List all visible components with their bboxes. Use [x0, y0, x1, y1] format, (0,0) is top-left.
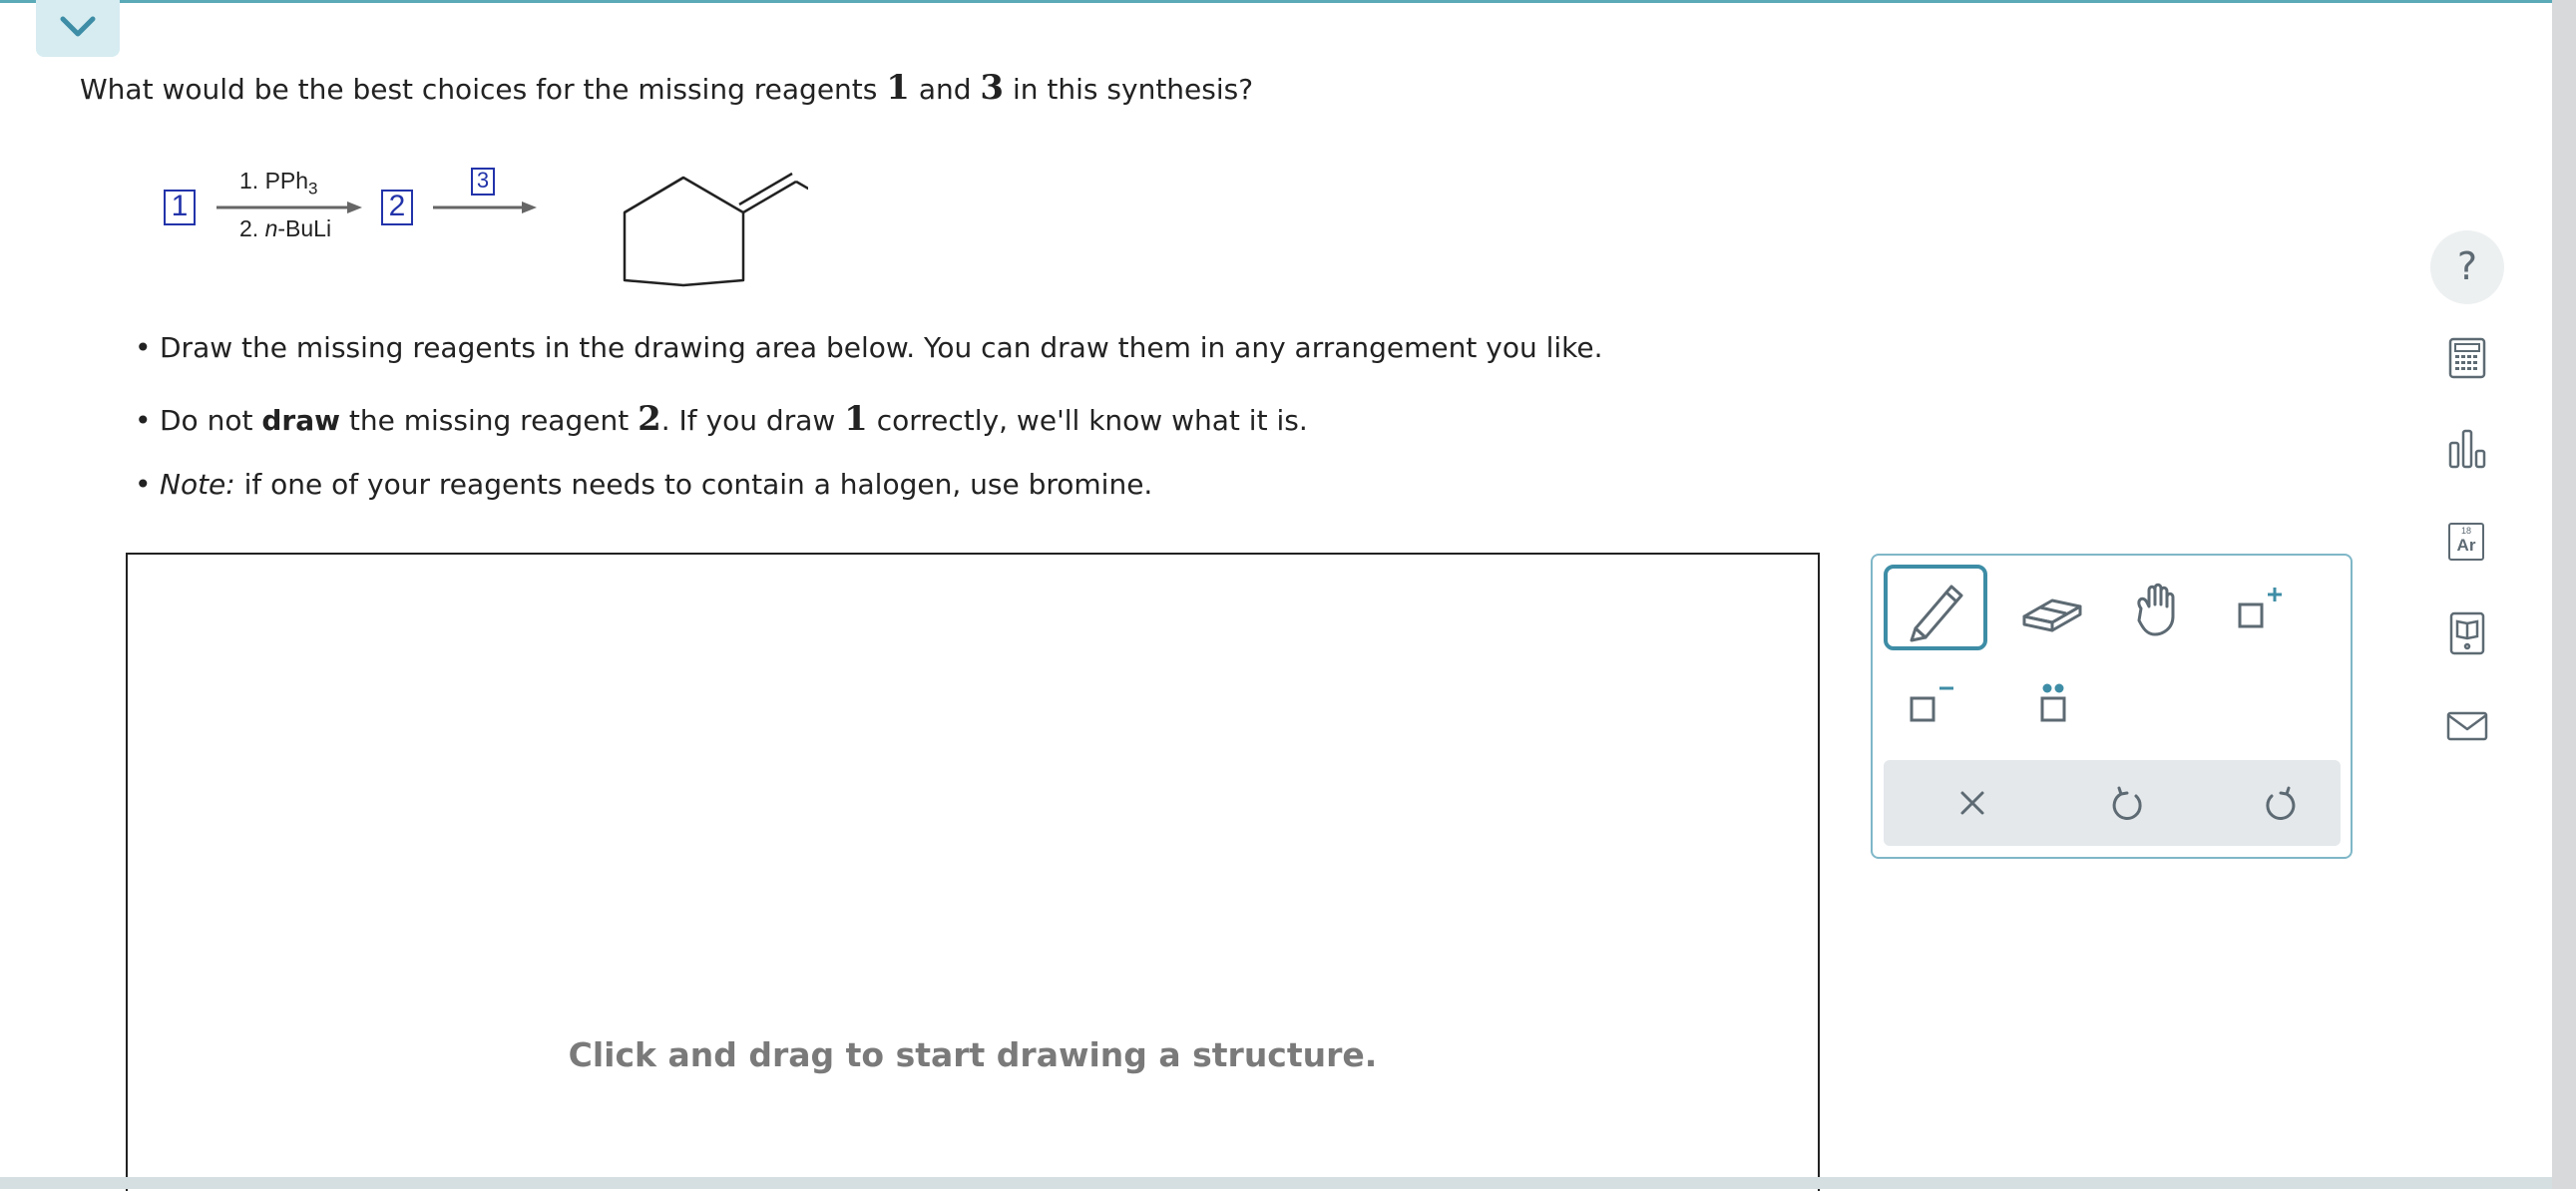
reagent-1-box: 1 — [164, 190, 196, 225]
pencil-icon — [1888, 569, 1983, 646]
drawing-toolbox — [1871, 554, 2353, 859]
action-bar — [1884, 760, 2341, 846]
add-charge-button[interactable] — [2212, 565, 2316, 650]
reaction-arrow-2 — [431, 198, 541, 217]
question-text: What would be the best choices for the missing reagents 1 and 3 in this synthesis? — [80, 68, 1254, 108]
undo-button[interactable] — [2076, 760, 2180, 846]
data-button[interactable] — [2430, 413, 2504, 487]
reagent-2-box: 2 — [381, 190, 413, 225]
eraser-icon — [2000, 565, 2104, 650]
positive-charge-icon — [2212, 565, 2316, 650]
help-button[interactable] — [2430, 230, 2504, 304]
lone-pair-icon — [2000, 658, 2104, 744]
close-icon — [1921, 760, 2024, 846]
ebook-icon — [2430, 596, 2504, 670]
remove-charge-button[interactable] — [1884, 658, 1987, 744]
periodic-number: 18 — [2460, 526, 2471, 536]
vertical-scrollbar[interactable] — [2552, 0, 2576, 1189]
redo-button[interactable] — [2228, 760, 2332, 846]
pencil-tool-button[interactable] — [1884, 565, 1987, 650]
bar-chart-icon — [2430, 413, 2504, 487]
canvas-placeholder: Click and drag to start drawing a structure. — [568, 1035, 1378, 1074]
calculator-icon — [2430, 321, 2504, 395]
reaction-scheme — [160, 150, 808, 299]
step-2-label: 2. n-BuLi — [239, 215, 332, 241]
reagent-3-box: 3 — [471, 168, 495, 196]
calculator-button[interactable] — [2430, 321, 2504, 395]
instruction-item: • Do not draw the missing reagent 2. If you draw 1 correctly, we'll know what it is. — [135, 399, 1308, 439]
product-structure — [559, 150, 808, 289]
periodic-table-icon — [2448, 523, 2484, 561]
redo-icon — [2228, 760, 2332, 846]
chevron-down-icon — [58, 13, 98, 41]
periodic-symbol: Ar — [2456, 536, 2476, 555]
instruction-item: • Draw the missing reagents in the drawing area below. You can draw them in any arrangement you like. — [135, 331, 1603, 364]
reaction-arrow-1 — [215, 198, 364, 217]
eraser-tool-button[interactable] — [2000, 565, 2104, 650]
bottom-scroll-bar — [0, 1177, 2552, 1189]
envelope-icon — [2430, 688, 2504, 762]
lone-pair-button[interactable] — [2000, 658, 2104, 744]
collapse-button[interactable] — [36, 0, 120, 57]
hand-icon — [2105, 565, 2209, 650]
drawing-canvas[interactable] — [126, 553, 1820, 1191]
instruction-item: • Note: if one of your reagents needs to contain a halogen, use bromine. — [135, 468, 1153, 501]
negative-charge-icon — [1884, 658, 1987, 744]
clear-button[interactable] — [1921, 760, 2024, 846]
help-icon: ? — [2456, 244, 2478, 288]
pan-tool-button[interactable] — [2105, 565, 2209, 650]
top-border — [0, 0, 2552, 3]
ebook-button[interactable] — [2430, 596, 2504, 670]
step-1-label: 1. PPh$_3$ — [239, 168, 318, 198]
periodic-table-button[interactable] — [2430, 506, 2504, 580]
message-button[interactable] — [2430, 688, 2504, 762]
undo-icon — [2076, 760, 2180, 846]
